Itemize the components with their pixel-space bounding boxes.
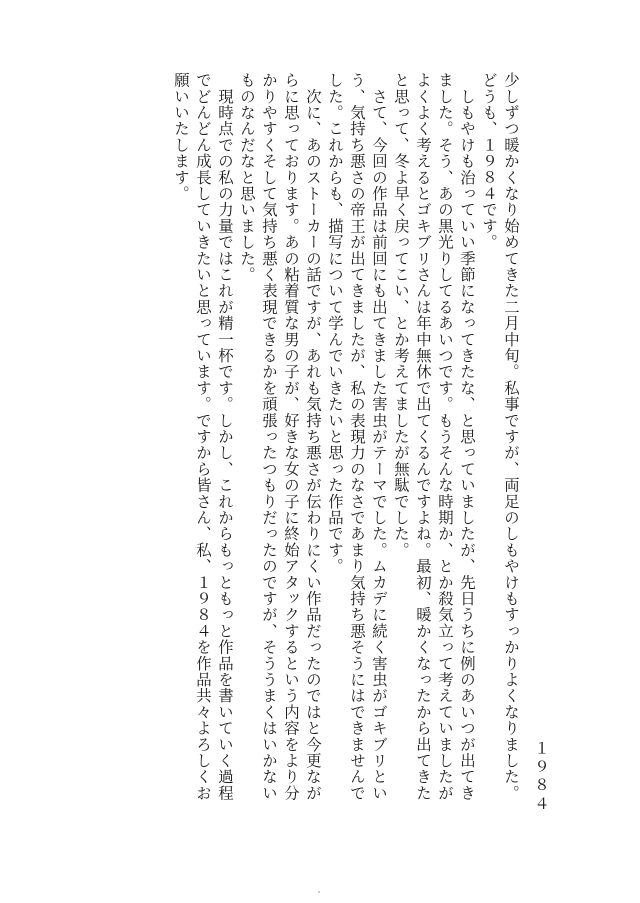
paragraph-4-text: 次に、あのストーカーの話ですが、あれも気持ち悪さが伝わりにくい作品だったのではと今更ながらに思っております。あの粘着質な男の子が、好きな女の子に終始アタックするという内容をより分かりやすくそして気持ち悪く表現できるかを頑張ったつもりだったのですが、そううまくはいかないものなんだなと思いました。: [238, 72, 322, 802]
page-marker: [318, 891, 320, 893]
paragraph-3: [324, 72, 390, 807]
afterword-body: [170, 72, 522, 807]
author-name: １９８４: [532, 740, 550, 814]
paragraph-5-text: 現時点での私の力量ではこれが精一杯です。しかし、これからもっともっと作品を書いていく過程でどんどん成長していきたいと思っています。ですから皆さん、私、１９８４を作品共々よろしくお願いいたします。: [172, 72, 234, 802]
paragraph-2-text: しもやけも治っていい季節になってきたな、と思っていましたが、先日うちに例のあいつが出てきました。そう、あの黒光りしてるあいつです。もうそんな時期か、とか殺気立って考えていましたがよくよく考えるとゴキブリさんは年中無休で出てくるんですよね。最初、暖かくなったから出てきたと思って、冬よ早く戻ってこい、とか考えてましたが無駄でした。: [392, 72, 476, 802]
paragraph-3-text: さて、今回の作品は前回にも出てきました害虫がテーマでした。ムカデに続く害虫がゴキブリという、気持ち悪さの帝王が出てきましたが、私の表現力のなさであまり気持ち悪そうにはできませんでした。これからも、描写について学んでいきたいと思った作品です。: [326, 72, 388, 802]
paragraph-indent: [216, 72, 234, 88]
paragraph-5: [170, 72, 236, 807]
paragraph-indent: [458, 72, 476, 88]
paragraph-indent: [370, 72, 388, 88]
paragraph-2: [390, 72, 478, 807]
paragraph-1-text: 少しずつ暖かくなり始めてきた二月中旬。私事ですが、両足のしもやけもすっかりよくなりました。どうも、１９８４です。: [480, 72, 520, 801]
paragraph-1: [478, 72, 522, 807]
paragraph-indent: [304, 72, 322, 88]
paragraph-4: [236, 72, 324, 807]
